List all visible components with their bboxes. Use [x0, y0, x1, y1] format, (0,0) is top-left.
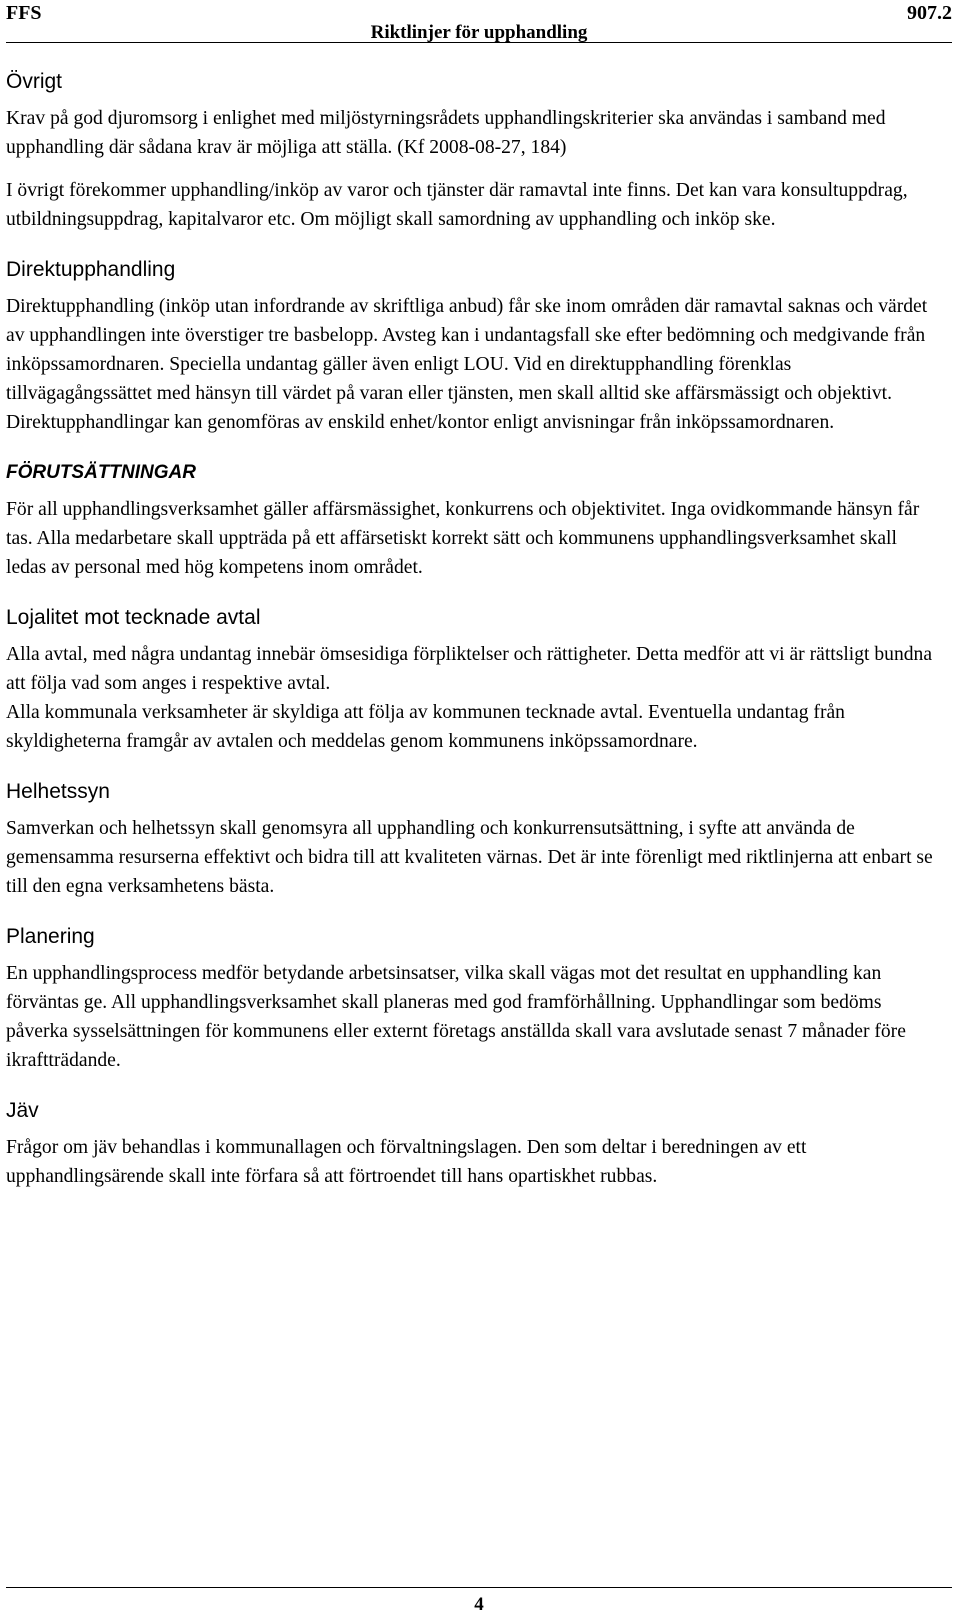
header-left-code: FFS [6, 2, 42, 24]
section-direktupphandling [6, 256, 934, 437]
heading-forutsattningar: FÖRUTSÄTTNINGAR [6, 462, 196, 483]
section-jav [6, 1097, 934, 1191]
paragraph: I övrigt förekommer upphandling/inköp av varor och tjänster där ramavtal inte finns. Det kan vara konsultuppdrag, utbildningsuppdrag, kapitalvaror etc. Om möjligt skall samordning av upphandling och inköp ske. [6, 180, 908, 230]
heading-jav: Jäv [6, 1099, 39, 1122]
heading-ovrigt: Övrigt [6, 70, 63, 93]
paragraph: Krav på god djuromsorg i enlighet med miljöstyrningsrådets upphandlingskriterier ska användas i samband med upphandling där sådana krav är möjliga att ställa. (Kf 2008-08-27, 184) [6, 108, 886, 158]
page-footer [6, 1587, 952, 1616]
document-body [6, 68, 934, 1213]
paragraph: Alla avtal, med några undantag innebär ömsesidiga förpliktelser och rättigheter. Detta medför att vi är rättsligt bundna att följa vad som anges i respektive avtal. [6, 644, 933, 694]
page-header [6, 0, 952, 43]
section-ovrigt [6, 68, 934, 234]
header-document-number: 907.2 [907, 2, 952, 24]
paragraph: Direktupphandling (inköp utan infordrande av skriftliga anbud) får ske inom områden där ramavtal saknas och värdet av upphandlingen inte överstiger tre basbelopp. Avsteg kan i undantagsfall ske efter bedömning och medgivande från inköpssamordnaren. Speciella undantag gäller även enligt LOU. Vid en direktupphandling förenklas tillvägagångssättet med hänsyn till värdet på varan eller tjänsten, men skall alltid ske affärsmässigt och objektivt. Direktupphandlingar kan genomföras av enskild enhet/kontor enligt anvisningar från inköpssamordnaren. [6, 296, 928, 433]
section-planering [6, 923, 934, 1075]
section-helhetssyn [6, 778, 934, 901]
paragraph: En upphandlingsprocess medför betydande arbetsinsatser, vilka skall vägas mot det resultat en upphandling kan förväntas ge. All upphandlingsverksamhet skall planeras med god framförhållning. Upphandlingar som bedöms påverka sysselsättningen för kommunens eller externt företags anställda skall vara avslutade senast 7 månader före ikraftträdande. [6, 963, 906, 1071]
paragraph: För all upphandlingsverksamhet gäller affärsmässighet, konkurrens och objektivitet. Inga ovidkommande hänsyn får tas. Alla medarbetare skall uppträda på ett affärsetiskt korrekt sätt och kommunens upphandlingsverksamhet skall ledas av personal med hög kompetens inom området. [6, 499, 920, 578]
paragraph: Samverkan och helhetssyn skall genomsyra all upphandling och konkurrensutsättning, i syfte att använda de gemensamma resurserna effektivt och bidra till att kvaliteten värnas. Det är inte förenligt med riktlinjerna att enbart se till den egna verksamhetens bästa. [6, 818, 933, 897]
heading-direktupphandling: Direktupphandling [6, 258, 176, 281]
paragraph: Alla kommunala verksamheter är skyldiga att följa av kommunen tecknade avtal. Eventuella undantag från skyldigheterna framgår av avtalen och meddelas genom kommunens inköpssamordnare. [6, 702, 845, 752]
section-lojalitet [6, 604, 934, 756]
page-number: 4 [474, 1594, 484, 1615]
heading-helhetssyn: Helhetssyn [6, 780, 110, 803]
section-forutsattningar [6, 459, 934, 582]
paragraph: Frågor om jäv behandlas i kommunallagen och förvaltningslagen. Den som deltar i beredningen av ett upphandlingsärende skall inte förfara så att förtroendet till hans opartiskhet rubbas. [6, 1137, 807, 1187]
heading-planering: Planering [6, 925, 95, 948]
heading-lojalitet: Lojalitet mot tecknade avtal [6, 606, 261, 629]
header-document-title: Riktlinjer för upphandling [370, 22, 588, 43]
